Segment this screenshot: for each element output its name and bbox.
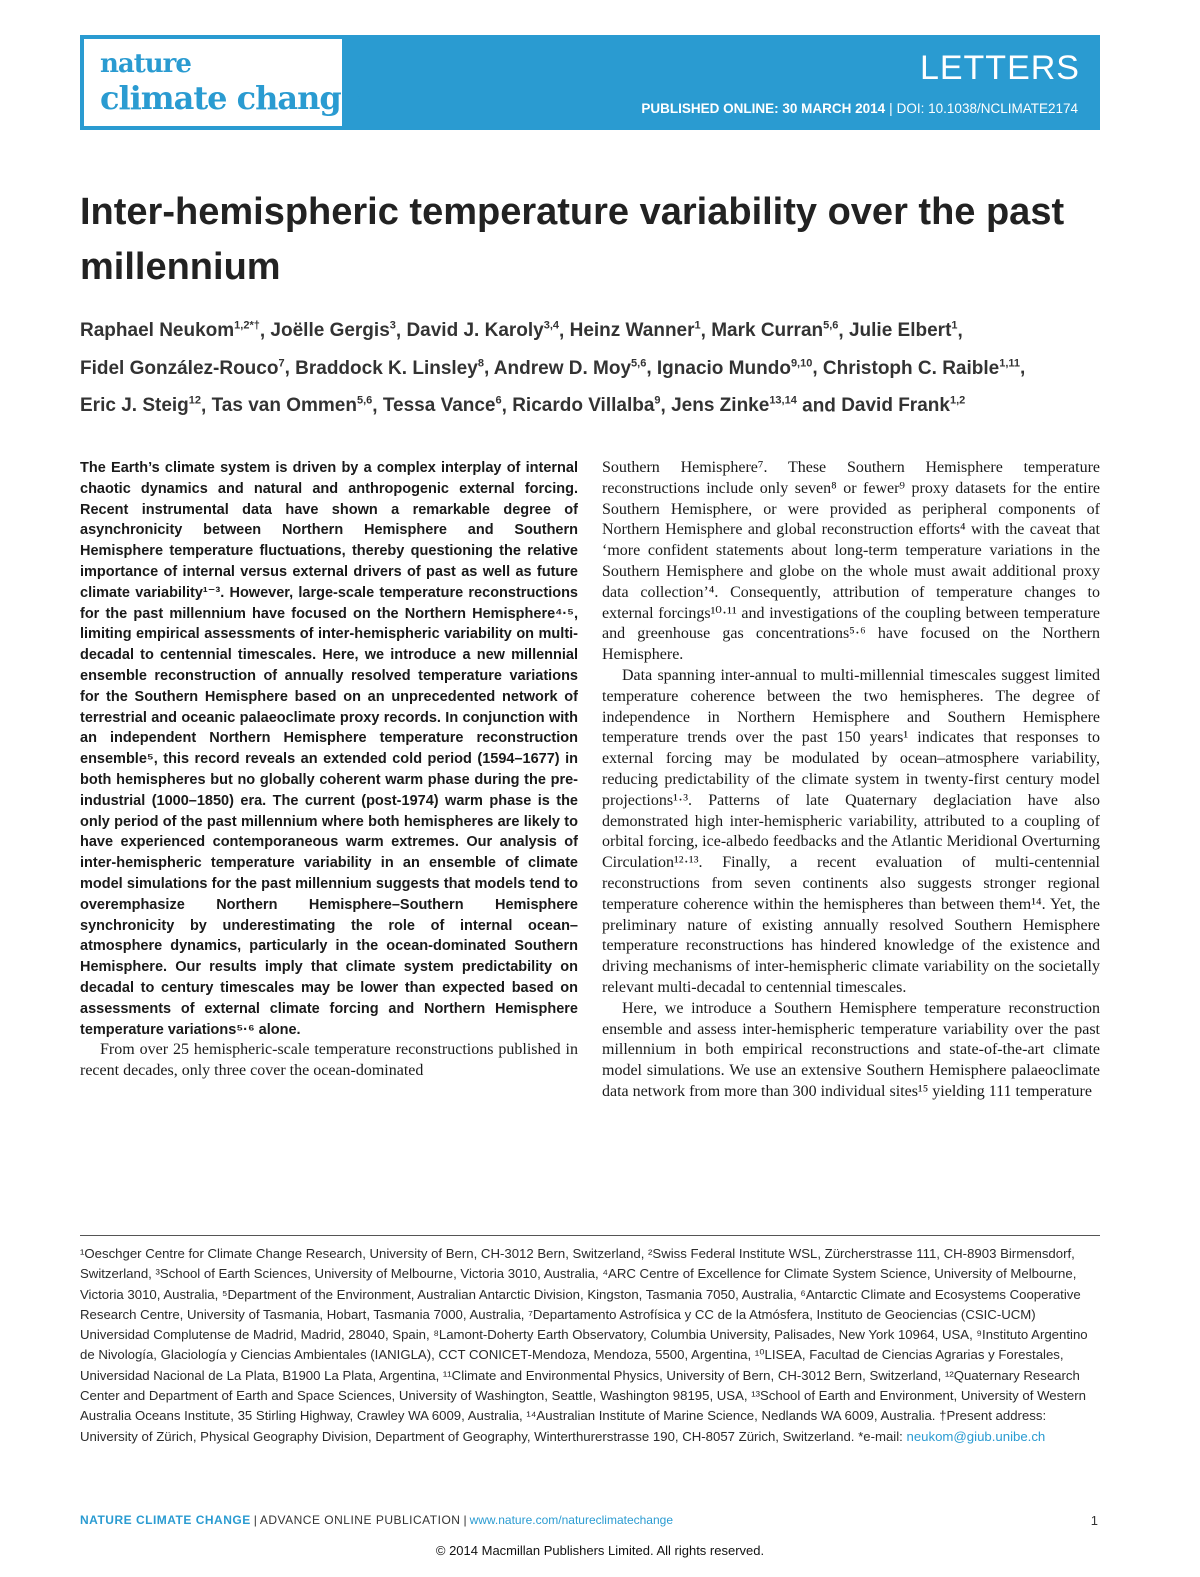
author-affiliation-marker: 5,6: [631, 357, 647, 370]
author-name: [823, 358, 1020, 379]
author-affiliation-marker: 1: [951, 320, 958, 332]
author-name: [671, 395, 797, 416]
footnote-divider: [80, 1235, 1100, 1236]
right-column: [602, 458, 1100, 1103]
author-affiliation-marker: 8: [477, 357, 484, 370]
journal-header-bar: [80, 35, 1100, 130]
footer-advance-label: ADVANCE ONLINE PUBLICATION: [259, 1513, 461, 1527]
author-name: [270, 320, 395, 341]
author-name-text: Christoph C. Raible: [822, 357, 1000, 379]
author-name-text: Tessa Vance: [382, 394, 496, 416]
author-affiliation-marker: 13,14: [769, 394, 797, 407]
author-name-text: Braddock K. Linsley: [295, 357, 478, 379]
doi-link[interactable]: DOI: 10.1038/NCLIMATE2174: [896, 101, 1078, 116]
author-affiliation-marker: 5,6: [356, 394, 373, 407]
author-name: [849, 320, 958, 341]
author-affiliation-marker: 1,11: [999, 357, 1021, 370]
author-name-text: Joëlle Gergis: [270, 320, 390, 342]
author-affiliation-marker: 9: [654, 394, 661, 407]
author-affiliation-marker: 1: [694, 320, 701, 332]
body-paragraph: Southern Hemisphere⁷. These Southern Hemisphere temperature reconstructions include only seven⁸ or fewer⁹ proxy datasets for the entire Southern Hemisphere, or were provided as peripheral components of Northern Hemisphere and global reconstruction efforts⁴ with the caveat that ‘more confident statements about long-term temperature variations in the Southern Hemisphere and globe on the whole must await additional proxy data collection’⁴. Consequently, attribution of temperature changes to external forcings¹⁰·¹¹ and investigations of the coupling between temperature and greenhouse gas concentrations⁵·⁶ have focused on the Northern Hemisphere.: [602, 459, 1100, 664]
footer-separator: |: [253, 1513, 257, 1527]
author-name-text: Jens Zinke: [671, 394, 770, 416]
author-name: [80, 358, 285, 379]
author-affiliation-marker: 3: [389, 320, 396, 332]
author-name-text: Julie Elbert: [848, 320, 952, 342]
author-affiliation-marker: 12: [188, 394, 202, 407]
author-name: [383, 395, 502, 416]
author-list: Raphael Neukom$^{1,2*\dagger}$, Joëlle Gergis$^3$, David J. Karoly$^{3,4}$, Heinz Wanner$^1$, Mark Curran$^{5,6}$, Julie Elbert$^1$, Fidel González-Rouco$^7$, Braddock K. Linsley$^8$, Andrew D. Moy$^{5,6}$, Ignacio Mundo$^{9,10}$, Christoph C. Raible$^{1,11}$, Eric J. Steig$^{12}$, Tas van Ommen$^{5,6}$, Tessa Vance$^6$, Ricardo Villalba$^9$, Jens Zinke$^{13,14}$ and David Frank$^{1,2}$: [80, 320, 1026, 416]
author-affiliation-marker: 7: [278, 357, 285, 370]
author-name-text: Tas van Ommen: [211, 394, 357, 416]
body-paragraph: Data spanning inter-annual to multi-millennial timescales suggest limited temperature coherence between the two hemispheres. The degree of independence in Northern Hemisphere and Southern Hemisphere temperature trends over the past 150 years¹ indicates that responses to external forcing may be modulated by ocean–atmosphere variability, reducing predictability of the climate system in twenty-first century model projections¹·³. Patterns of late Quaternary deglaciation have also demonstrated high inter-hemispheric variability, attributed to a coupling of orbital forcing, ice-albedo feedbacks and the Atlantic Meridional Overturning Circulation¹²·¹³. Finally, a recent evaluation of multi-centennial reconstructions from seven continents also suggests stronger regional temperature coherence within the hemispheres than between them¹⁴. Yet, the preliminary nature of existing annually resolved Southern Hemisphere temperature reconstructions has hindered knowledge of the existence and driving mechanisms of inter-hemispheric climate variability on the societally relevant multi-decadal to centennial timescales.: [602, 666, 1100, 996]
footer-url-link[interactable]: www.nature.com/natureclimatechange: [469, 1513, 673, 1527]
author-name: [711, 320, 838, 341]
article-title: Inter-hemispheric temperature variability over the past millennium: [80, 191, 1065, 288]
separator: |: [889, 101, 893, 116]
author-name: [80, 395, 201, 416]
author-affiliation-marker: 3,4: [543, 320, 560, 332]
author-name-text: Heinz Wanner: [569, 320, 695, 342]
left-column: [80, 458, 578, 1082]
author-name-text: Ricardo Villalba: [512, 394, 655, 416]
publication-info: [641, 101, 1078, 116]
logo-line-climate-change: climate change: [100, 79, 361, 117]
author-affiliation-marker: 6: [495, 394, 502, 407]
author-name-text: Ignacio Mundo: [656, 357, 791, 379]
abstract: The Earth’s climate system is driven by a complex interplay of internal chaotic dynamics and natural and anthropogenic external forcing. Recent instrumental data have shown a remarkable degree of asynchronicity between Northern Hemisphere and Southern Hemisphere temperature fluctuations, thereby questioning the relative importance of internal versus external drivers of past as well as future climate variability¹⁻³. However, large-scale temperature reconstructions for the past millennium have focused on the Northern Hemisphere⁴·⁵, limiting empirical assessments of inter-hemispheric variability on multi-decadal to centennial timescales. Here, we introduce a new millennial ensemble reconstruction of annually resolved temperature variations for the Southern Hemisphere based on an unprecedented network of terrestrial and oceanic palaeoclimate proxy records. In conjunction with an independent Northern Hemisphere temperature reconstruction ensemble⁵, this record reveals an extended cold period (1594–1677) in both hemispheres but no globally coherent warm phase during the pre-industrial (1000–1850) era. The current (post-1974) warm phase is the only period of the past millennium where both hemispheres are likely to have experienced contemporaneous warm extremes. Our analysis of inter-hemispheric temperature variability in an ensemble of climate model simulations for the past millennium suggests that models tend to overemphasize Northern Hemisphere–Southern Hemisphere synchronicity by underestimating the role of internal ocean–atmosphere dynamics, particularly in the ocean-dominated Southern Hemisphere. Our results imply that climate system predictability on decadal to century timescales may be lower than expected based on assessments of external climate forcing and Northern Hemisphere temperature variations⁵·⁶ alone.: [80, 460, 578, 1038]
section-label: LETTERS: [919, 49, 1080, 87]
published-date: PUBLISHED ONLINE: 30 MARCH 2014: [641, 101, 886, 116]
author-name: [657, 358, 812, 379]
author-affiliation-marker: 1,2: [949, 394, 966, 407]
author-name-text: Fidel González-Rouco: [80, 357, 279, 379]
affiliations-text: ¹Oeschger Centre for Climate Change Research, University of Bern, CH-3012 Bern, Switzerland, ²Swiss Federal Institute WSL, Zürcherstrasse 111, CH-8903 Birmensdorf, Switzerland, ³School of Earth Sciences, University of Melbourne, Victoria 3010, Australia, ⁴ARC Centre of Excellence for Climate System Science, University of Melbourne, Victoria 3010, Australia, ⁵Department of the Environment, Australian Antarctic Division, Kingston, Tasmania 7050, Australia, ⁶Antarctic Climate and Ecosystems Cooperative Research Centre, University of Tasmania, Hobart, Tasmania 7000, Australia, ⁷Departamento Astrofísica y CC de la Atmósfera, Instituto de Geociencias (CSIC-UCM) Universidad Complutense de Madrid, Madrid, 28040, Spain, ⁸Lamont-Doherty Earth Observatory, Columbia University, Palisades, New York 10964, USA, ⁹Instituto Argentino de Nivología, Glaciología y Ciencias Ambientales (IANIGLA), CCT CONICET-Mendoza, Mendoza, 5500, Argentina, ¹⁰LISEA, Facultad de Ciencias Agrarias y Forestales, Universidad Nacional de La Plata, B1900 La Plata, Argentina, ¹¹Climate and Environmental Physics, University of Bern, CH-3012 Bern, Switzerland, ¹²Quaternary Research Center and Department of Earth and Space Sciences, University of Washington, Seattle, Washington 98195, USA, ¹³School of Earth and Environment, University of Western Australia Oceans Institute, 35 Stirling Highway, Crawley WA 6009, Australia, ¹⁴Australian Institute of Marine Science, Nedlands WA 6009, Australia. †Present address: University of Zürich, Physical Geography Division, Department of Geography, Winterthurerstrasse 190, CH-8057 Zürich, Switzerland. *e-mail:: [80, 1246, 1088, 1444]
author-name-text: Eric J. Steig: [80, 394, 189, 416]
affiliations: [80, 1244, 1100, 1447]
journal-logo[interactable]: [84, 39, 361, 126]
author-name: [494, 358, 647, 379]
email-link[interactable]: neukom@giub.unibe.ch: [906, 1428, 1046, 1444]
author-name: [570, 320, 701, 341]
author-name: [212, 395, 373, 416]
author-name: [80, 320, 260, 341]
copyright-notice: © 2014 Macmillan Publishers Limited. All rights reserved.: [435, 1543, 765, 1558]
author-name-text: David Frank: [841, 394, 950, 416]
author-name-text: Andrew D. Moy: [493, 357, 632, 379]
author-name: [841, 395, 965, 416]
logo-line-nature: nature: [100, 49, 191, 79]
author-affiliation-marker: 5,6: [823, 320, 839, 332]
page-number: 1: [1090, 1513, 1098, 1528]
author-name: [295, 358, 484, 379]
footer-separator: |: [463, 1513, 467, 1527]
author-affiliation-marker: 9,10: [790, 357, 813, 370]
body-paragraph: From over 25 hemispheric-scale temperature reconstructions published in recent decades, only three cover the ocean-dominated: [80, 1041, 578, 1080]
author-name: [512, 395, 660, 416]
footer-journal-name: NATURE CLIMATE CHANGE: [80, 1513, 251, 1527]
body-paragraph: Here, we introduce a Southern Hemisphere temperature reconstruction ensemble and assess inter-hemispheric temperature variability over the past millennium in both empirical reconstructions and state-of-the-art climate model simulations. We use an extensive Southern Hemisphere palaeoclimate data network from more than 300 individual sites¹⁵ yielding 111 temperature: [602, 999, 1100, 1100]
page-footer: [80, 1513, 1100, 1533]
author-name: [406, 320, 559, 341]
author-name-text: Mark Curran: [711, 320, 824, 342]
author-name-text: Raphael Neukom: [80, 320, 235, 342]
author-name-text: David J. Karoly: [406, 320, 544, 342]
author-affiliation-marker: 1,2*†: [234, 320, 260, 332]
